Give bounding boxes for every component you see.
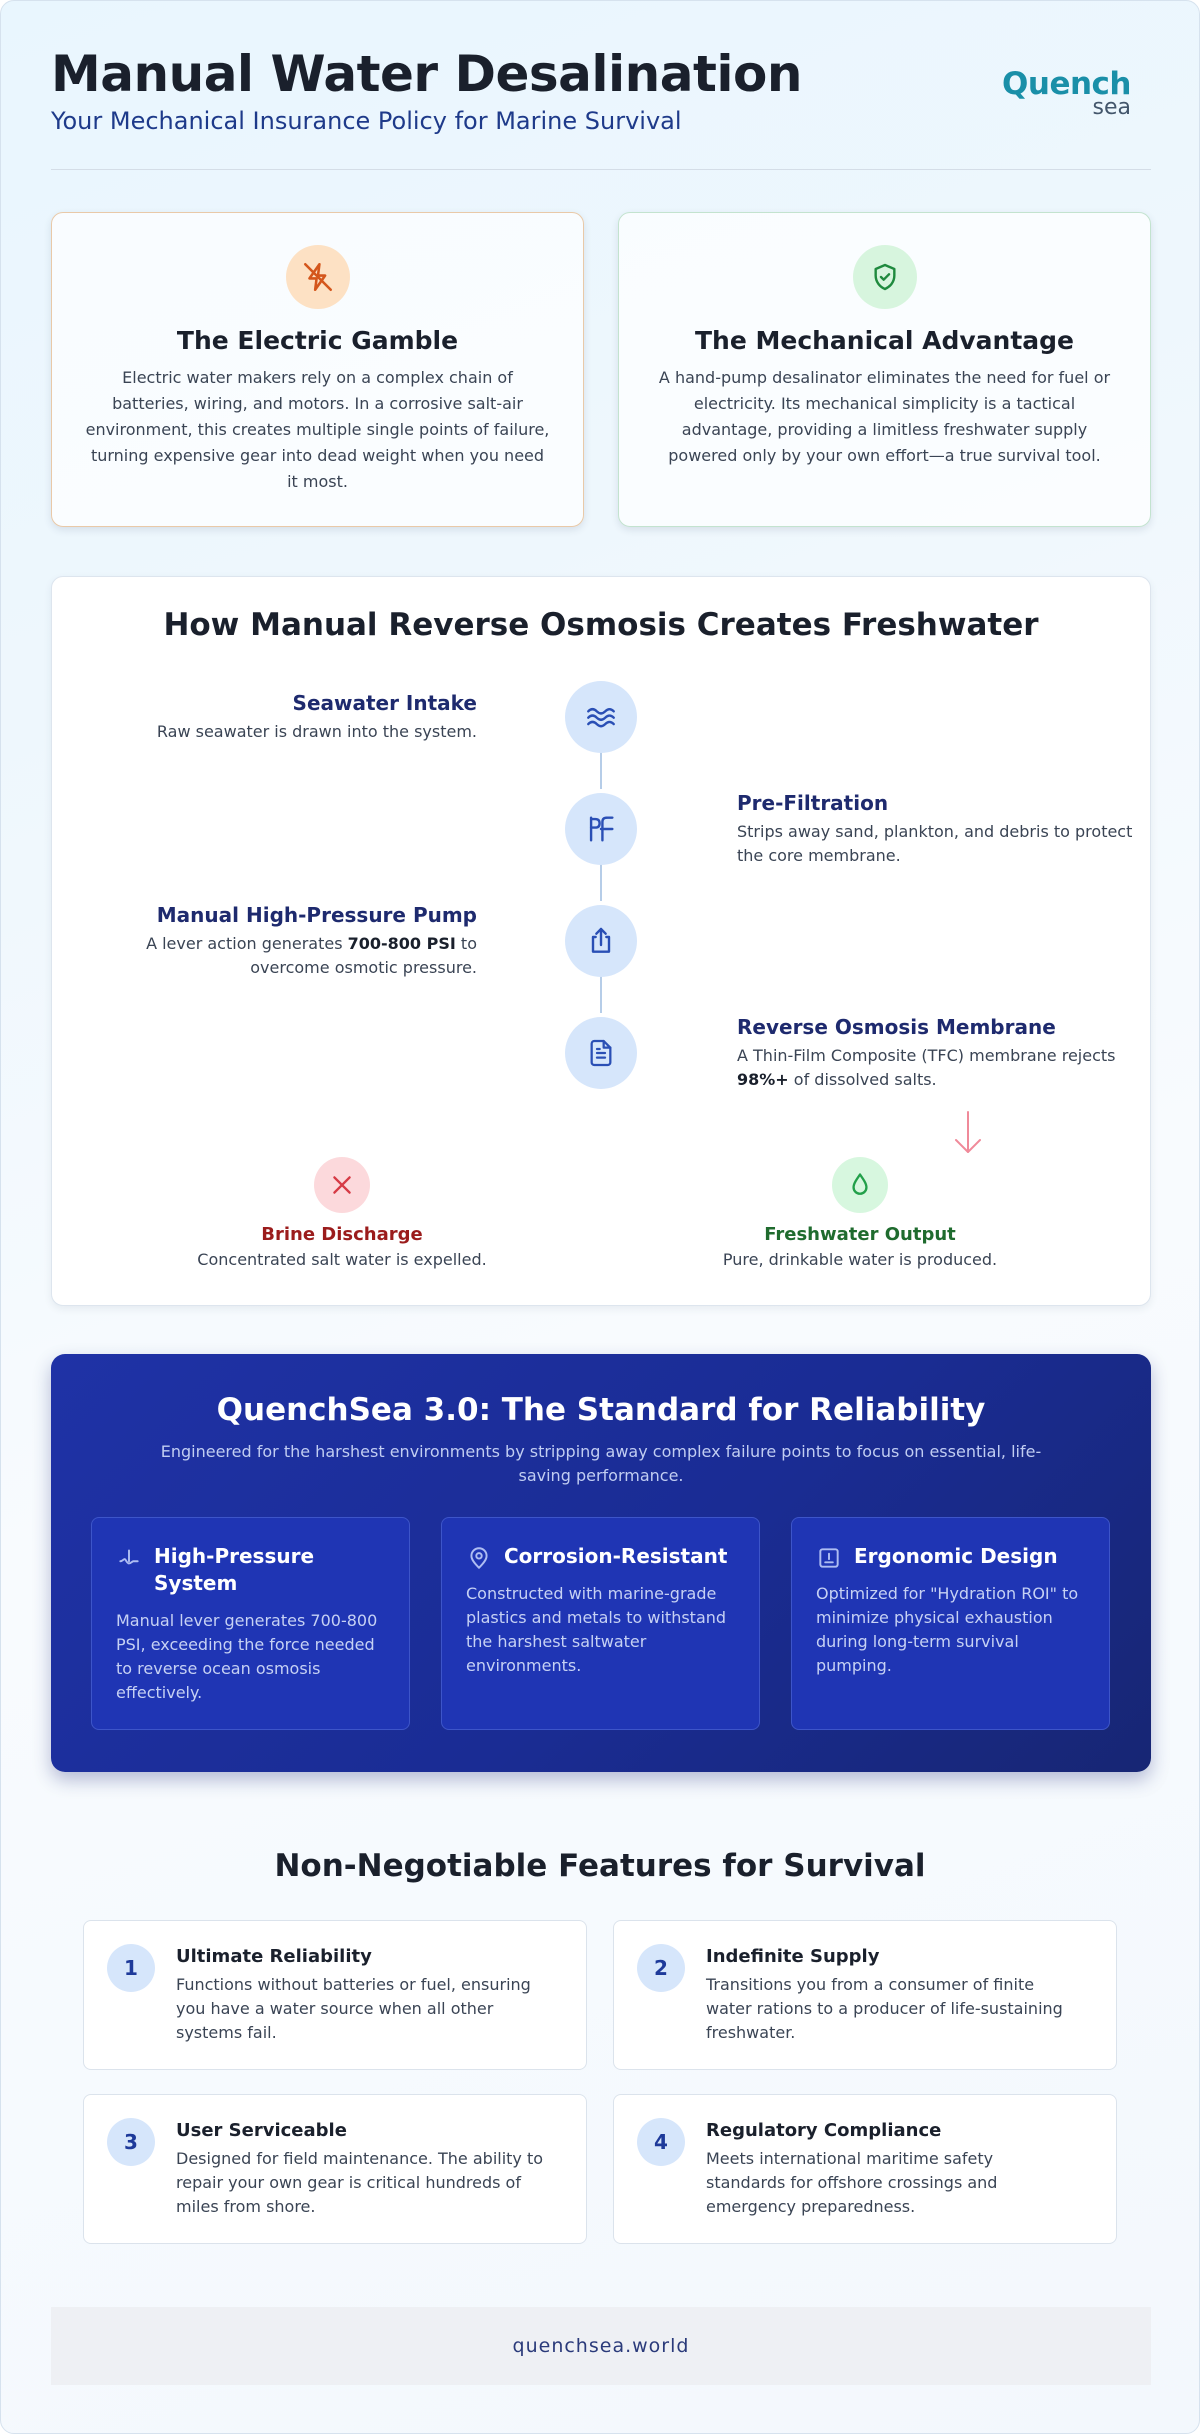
process-connector <box>600 973 602 1013</box>
x-icon <box>314 1157 370 1213</box>
feature-body: Transitions you from a consumer of finite water rations to a producer of life-sustaining freshwater. <box>706 1975 1063 2042</box>
step-desc-text: A Thin-Film Composite (TFC) membrane rejects <box>737 1046 1116 1065</box>
feature-ergonomic-design <box>791 1517 1110 1730</box>
feature-body: Functions without batteries or fuel, ensuring you have a water source when all other systems fail. <box>176 1975 531 2042</box>
survival-feature-card <box>83 2094 587 2244</box>
survival-feature-card <box>613 1920 1117 2070</box>
lightning-slash-icon <box>286 245 350 309</box>
page-title: Manual Water Desalination <box>51 45 802 103</box>
outcome-title: Freshwater Output <box>764 1224 956 1245</box>
step-desc-text: A lever action generates <box>146 934 348 953</box>
step-desc-highlight: 700-800 PSI <box>347 934 456 953</box>
feature-number-badge: 2 <box>637 1944 685 1992</box>
feature-title: Regulatory Compliance <box>706 2120 942 2141</box>
header-divider <box>51 169 1151 170</box>
step-manual-pump <box>67 903 477 980</box>
logo-text-bottom: sea <box>1092 95 1131 120</box>
filter-icon <box>565 793 637 865</box>
step-desc <box>737 1044 1147 1092</box>
freshwater-output <box>690 1157 1030 1269</box>
feature-title: High-Pressure System <box>154 1544 315 1595</box>
droplet-icon <box>832 1157 888 1213</box>
arrow-down-icon <box>952 1110 984 1160</box>
feature-body: Constructed with marine-grade plastics and metals to withstand the harshest saltwater environments. <box>466 1584 727 1675</box>
step-desc: Raw seawater is drawn into the system. <box>156 722 477 741</box>
card-title: The Mechanical Advantage <box>694 326 1075 355</box>
footer-url-link[interactable]: quenchsea.world <box>512 2335 690 2357</box>
location-pin-icon <box>466 1545 492 1571</box>
step-title: Pre-Filtration <box>737 791 889 815</box>
pressure-icon <box>116 1545 142 1571</box>
step-desc-highlight: 98%+ <box>737 1070 789 1089</box>
feature-title: User Serviceable <box>176 2120 347 2141</box>
step-pre-filtration <box>737 791 1147 868</box>
step-desc <box>67 932 477 980</box>
feature-body: Designed for field maintenance. The ability to repair your own gear is critical hundreds of miles from shore. <box>176 2149 544 2216</box>
feature-number-badge: 1 <box>107 1944 155 1992</box>
footer <box>51 2307 1151 2385</box>
process-connector <box>600 749 602 789</box>
outcome-title: Brine Discharge <box>261 1224 423 1245</box>
feature-body: Meets international maritime safety standards for offshore crossings and emergency preparedness. <box>706 2149 998 2216</box>
card-body: A hand-pump desalinator eliminates the need for fuel or electricity. Its mechanical simplicity is a tactical advantage, providing a limitless freshwater supply powered only by your own effort—a true survival tool. <box>658 368 1111 465</box>
pump-arrow-icon <box>565 905 637 977</box>
header <box>51 45 1151 135</box>
process-section <box>51 576 1151 1306</box>
logo-text-top: Quench <box>1002 66 1131 102</box>
step-seawater-intake <box>67 691 477 744</box>
outcome-desc: Concentrated salt water is expelled. <box>197 1250 487 1269</box>
step-desc: Strips away sand, plankton, and debris to protect the core membrane. <box>737 822 1133 865</box>
feature-body: Optimized for "Hydration ROI" to minimize physical exhaustion during long-term survival pumping. <box>816 1584 1079 1675</box>
waves-icon <box>565 681 637 753</box>
reliability-subtitle: Engineered for the harshest environments by stripping away complex failure points to focus on essential, life-saving performance. <box>160 1442 1042 1485</box>
document-icon <box>565 1017 637 1089</box>
page-subtitle: Your Mechanical Insurance Policy for Marine Survival <box>51 107 682 135</box>
feature-title: Ultimate Reliability <box>176 1946 372 1967</box>
process-title: How Manual Reverse Osmosis Creates Freshwater <box>163 607 1039 643</box>
outcome-desc: Pure, drinkable water is produced. <box>722 1250 998 1269</box>
mechanical-advantage-card <box>618 212 1151 527</box>
feature-title: Ergonomic Design <box>854 1544 1058 1568</box>
feature-number-badge: 4 <box>637 2118 685 2166</box>
survival-title: Non-Negotiable Features for Survival <box>274 1848 926 1884</box>
step-ro-membrane <box>737 1015 1147 1092</box>
feature-title: Corrosion-Resistant <box>504 1544 728 1568</box>
reliability-title: QuenchSea 3.0: The Standard for Reliability <box>216 1392 986 1428</box>
ergonomic-icon <box>816 1545 842 1571</box>
card-title: The Electric Gamble <box>176 326 459 355</box>
survival-feature-card <box>613 2094 1117 2244</box>
brine-discharge-output <box>172 1157 512 1269</box>
step-desc-text: of dissolved salts. <box>788 1070 937 1089</box>
feature-number-badge: 3 <box>107 2118 155 2166</box>
step-desc-text: to overcome osmotic pressure. <box>250 934 477 977</box>
process-connector <box>600 861 602 901</box>
feature-body: Manual lever generates 700-800 PSI, exceeding the force needed to reverse ocean osmosis effectively. <box>116 1611 378 1702</box>
shield-check-icon <box>853 245 917 309</box>
step-title: Manual High-Pressure Pump <box>156 903 477 927</box>
step-title: Reverse Osmosis Membrane <box>737 1015 1056 1039</box>
card-body: Electric water makers rely on a complex chain of batteries, wiring, and motors. In a corrosive salt-air environment, this creates multiple single points of failure, turning expensive gear into dead weight when you need it most. <box>85 368 550 491</box>
feature-title: Indefinite Supply <box>706 1946 880 1967</box>
step-title: Seawater Intake <box>292 691 477 715</box>
survival-feature-card <box>83 1920 587 2070</box>
electric-gamble-card <box>51 212 584 527</box>
reliability-section <box>51 1354 1151 1772</box>
feature-corrosion-resistant <box>441 1517 760 1730</box>
feature-high-pressure <box>91 1517 410 1730</box>
brand-logo <box>1002 66 1131 120</box>
